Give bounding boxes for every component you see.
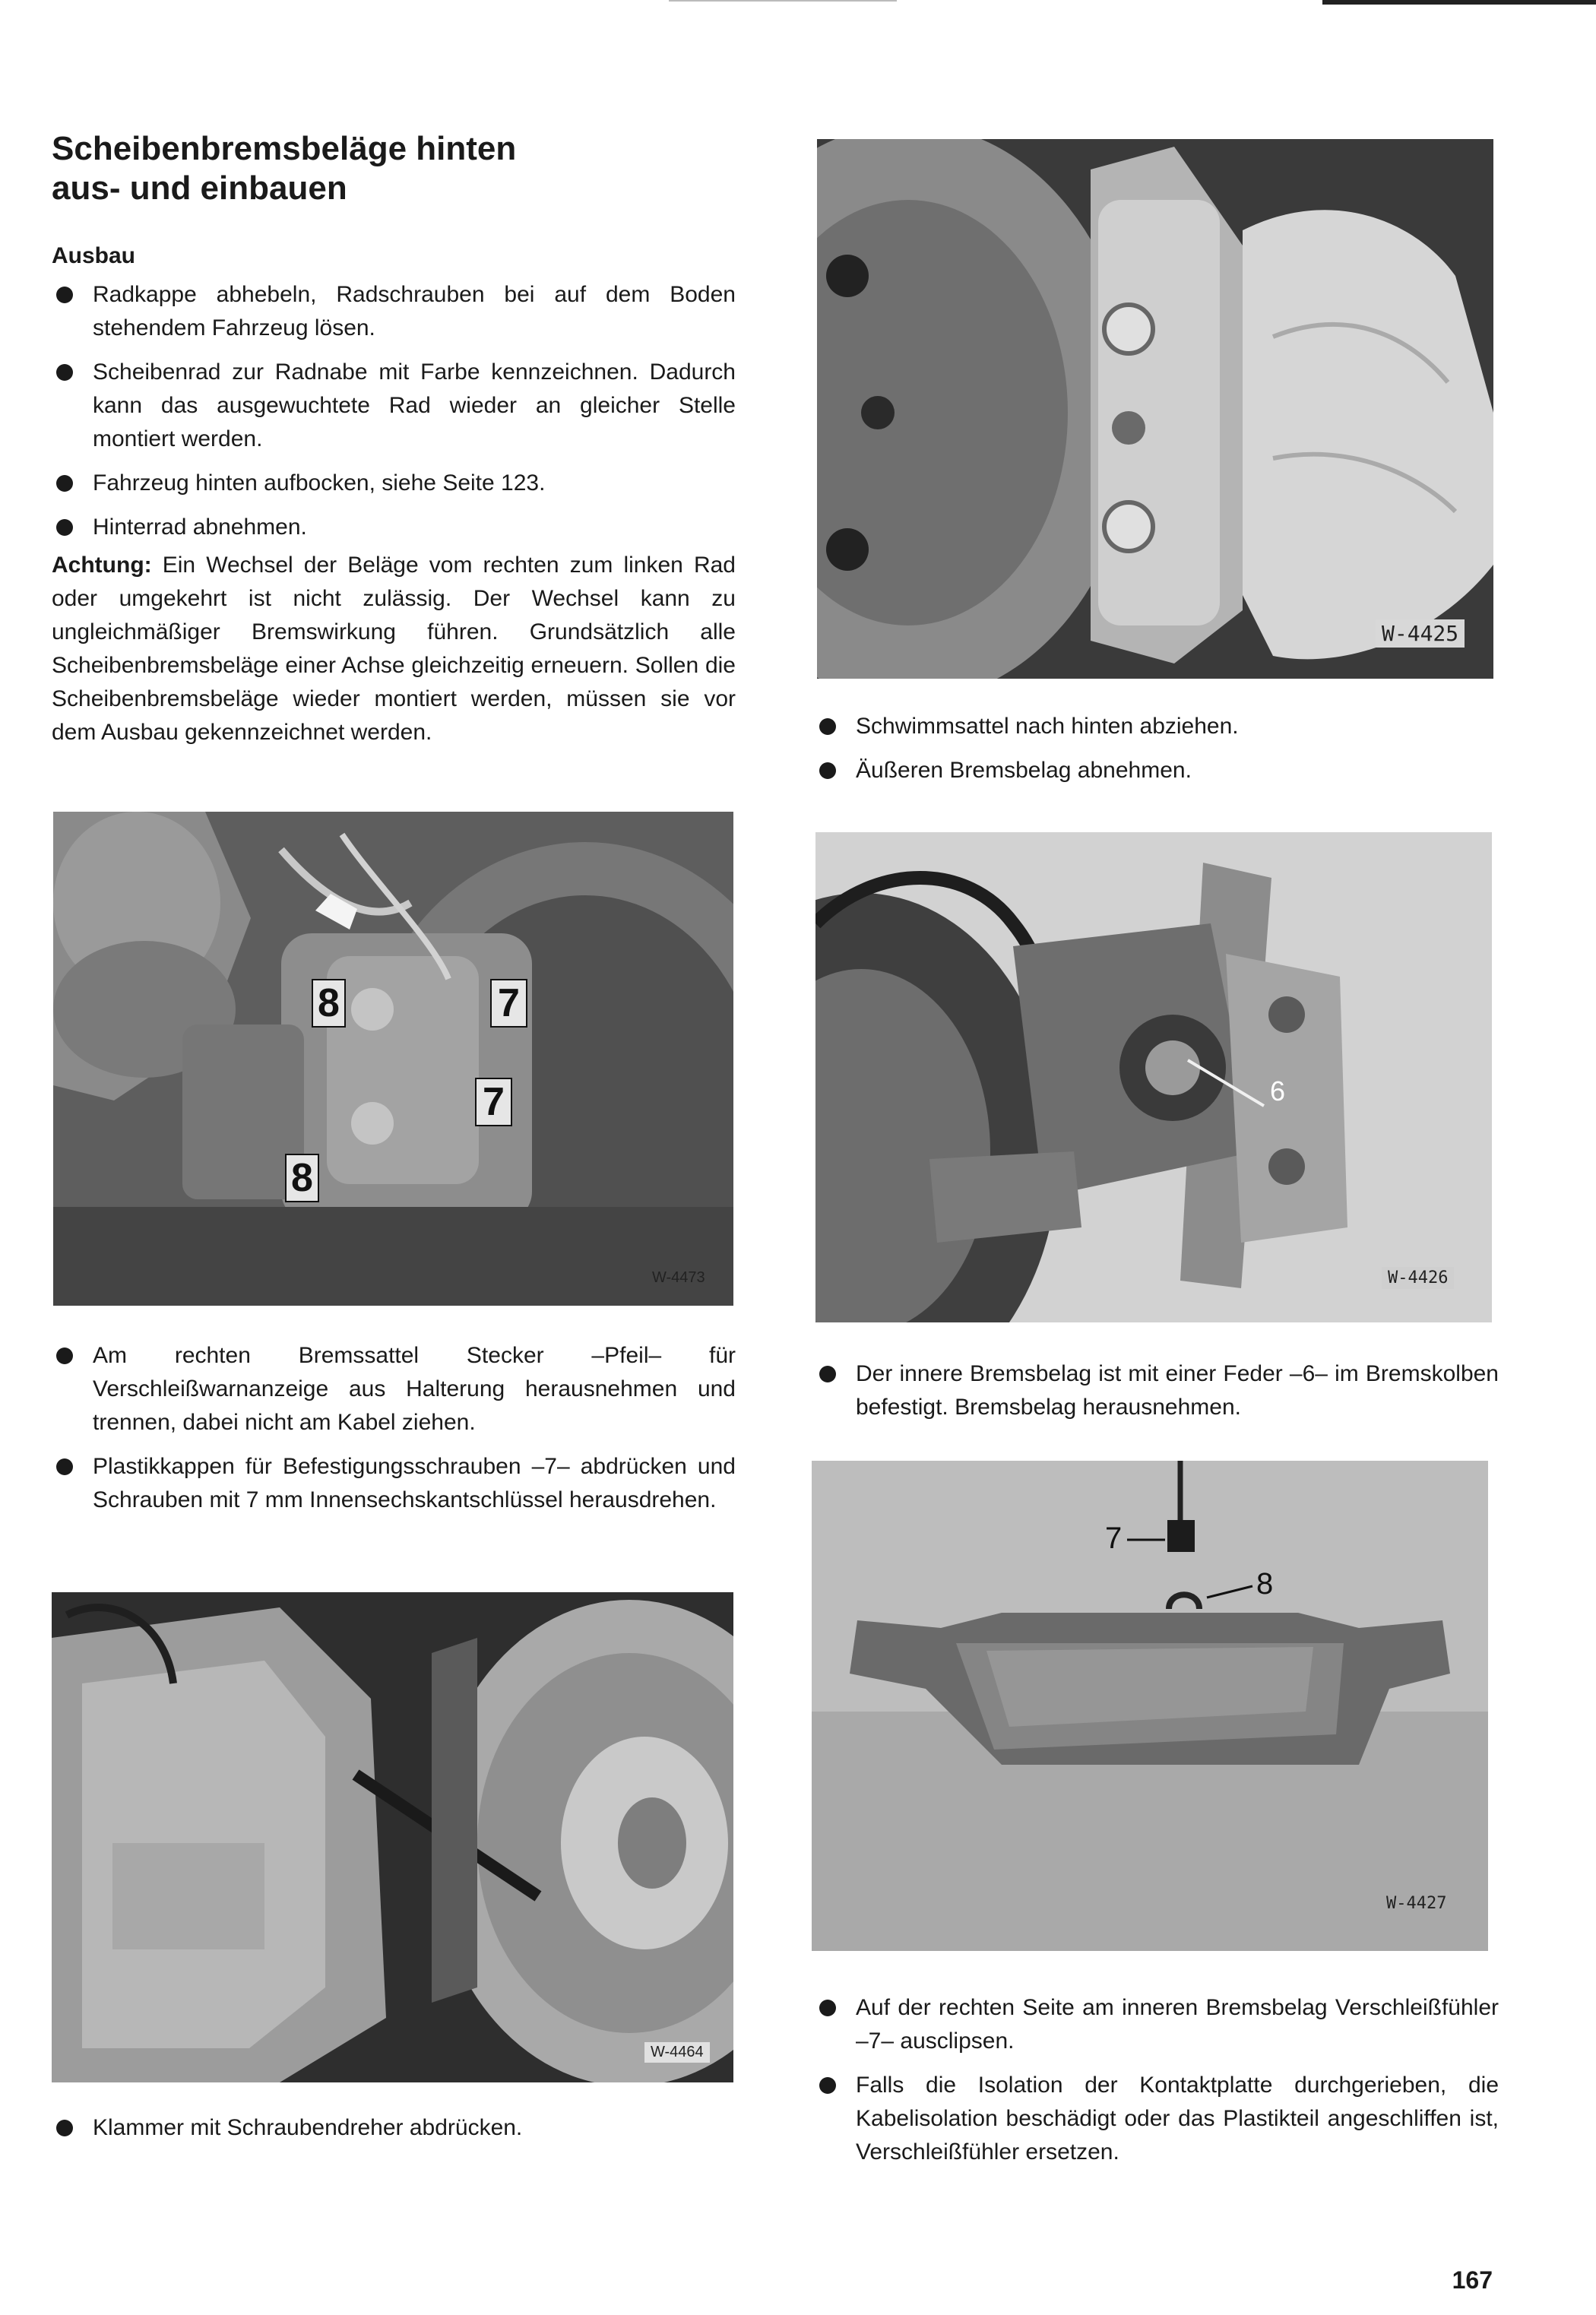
bullet-item: Fahrzeug hinten aufbocken, siehe Seite 123. [52,467,736,500]
page-title [52,129,736,208]
callout-6: 6 [1270,1075,1286,1107]
top-edge-line [1322,0,1596,5]
bullet-icon [56,1348,73,1364]
warning-label: Achtung: [52,553,152,578]
inner-pad-spring-photo-w4426 [815,832,1492,1322]
bullet-item: Auf der rechten Seite am inneren Bremsbelag Verschleißfühler –7– ausclipsen. [815,1991,1499,2058]
bullet-item: Radkappe abhebeln, Radschrauben bei auf dem Boden stehendem Fahrzeug lösen. [52,278,736,345]
photo-w4427 [812,1461,1488,1951]
right-column-top [815,710,1499,798]
photo-w4425 [817,139,1493,679]
bullet-icon [56,1458,73,1475]
photo-ref-tag: W-4425 [1376,619,1465,648]
bullet-item: Scheibenrad zur Radnabe mit Farbe kennzeichnen. Dadurch kann das ausgewuchtete Rad wieder an gleicher Stelle montiert werden. [52,356,736,456]
bullet-item: Schwimmsattel nach hinten abziehen. [815,710,1499,743]
callout-8-upper: 8 [312,979,346,1028]
page-number: 167 [1452,2266,1493,2294]
bullet-item: Plastikkappen für Befestigungsschrauben –7– abdrücken und Schrauben mit 7 mm Innensechskantschlüssel herausdrehen. [52,1450,736,1517]
section-heading-ausbau: Ausbau [52,243,136,268]
bullet-icon [56,475,73,492]
photo-w4473 [53,812,733,1306]
left-column-mid [52,1339,736,1528]
bullet-icon [819,2077,836,2094]
photo-ref-tag: W-4426 [1382,1267,1454,1289]
callout-7-lower: 7 [475,1078,512,1126]
bullet-item: Der innere Bremsbelag ist mit einer Feder –6– im Bremskolben befestigt. Bremsbelag herausnehmen. [815,1357,1499,1424]
bullet-icon [56,364,73,381]
bullet-item: Äußeren Bremsbelag abnehmen. [815,754,1499,787]
caliper-photo-w4473 [53,812,733,1306]
bullet-icon [56,519,73,536]
callout-8-lower: 8 [285,1154,319,1202]
brake-pad-sensor-photo-w4427 [812,1461,1488,1951]
right-column-mid [815,1357,1499,1435]
bullet-item: Falls die Isolation der Kontaktplatte durchgerieben, die Kabelisolation beschädigt oder das Plastikteil angeschliffen ist, Verschleißfühler ersetzen. [815,2069,1499,2169]
callout-7: 7 [1105,1522,1123,1555]
bullet-item: Am rechten Bremssattel Stecker –Pfeil– für Verschleißwarnanzeige aus Halterung herausnehmen und trennen, dabei nicht am Kabel ziehen. [52,1339,736,1439]
left-column-bottom [52,2111,736,2155]
title-line-1: Scheibenbremsbeläge hinten [52,130,517,167]
callout-8: 8 [1256,1567,1274,1601]
bullet-icon [819,1366,836,1382]
bullet-item: Hinterrad abnehmen. [52,511,736,544]
bullet-icon [819,762,836,779]
bullet-icon [819,718,836,735]
photo-ref-tag: W-4464 [644,2042,710,2063]
warning-text: Ein Wechsel der Beläge vom rechten zum linken Rad oder umgekehrt ist nicht zulässig. Der Wechsel kann zu ungleichmäßiger Bremswirkung führen. Grundsätzlich alle Scheibenbremsbeläge einer Achse gleichzeitig erneuern. Sollen die Scheibenbremsbeläge wieder montiert werden, müssen sie vor dem Ausbau gekennzeichnet werden. [52,553,736,745]
photo-w4426 [815,832,1492,1322]
bullet-icon [56,287,73,303]
bullet-icon [819,2000,836,2016]
top-edge-line-faint [669,0,897,2]
photo-ref-tag: W-4473 [652,1269,705,1286]
caliper-screwdriver-photo-w4464 [52,1592,733,2082]
left-column [52,129,736,749]
bullet-item: Klammer mit Schraubendreher abdrücken. [52,2111,736,2145]
photo-w4464 [52,1592,733,2082]
right-column-bottom [815,1991,1499,2180]
title-line-2: aus- und einbauen [52,169,347,207]
caliper-removal-photo-w4425 [817,139,1493,679]
warning-note [52,549,736,749]
photo-ref-tag: W-4427 [1386,1894,1447,1913]
callout-7-upper: 7 [490,979,527,1028]
bullet-icon [56,2120,73,2136]
